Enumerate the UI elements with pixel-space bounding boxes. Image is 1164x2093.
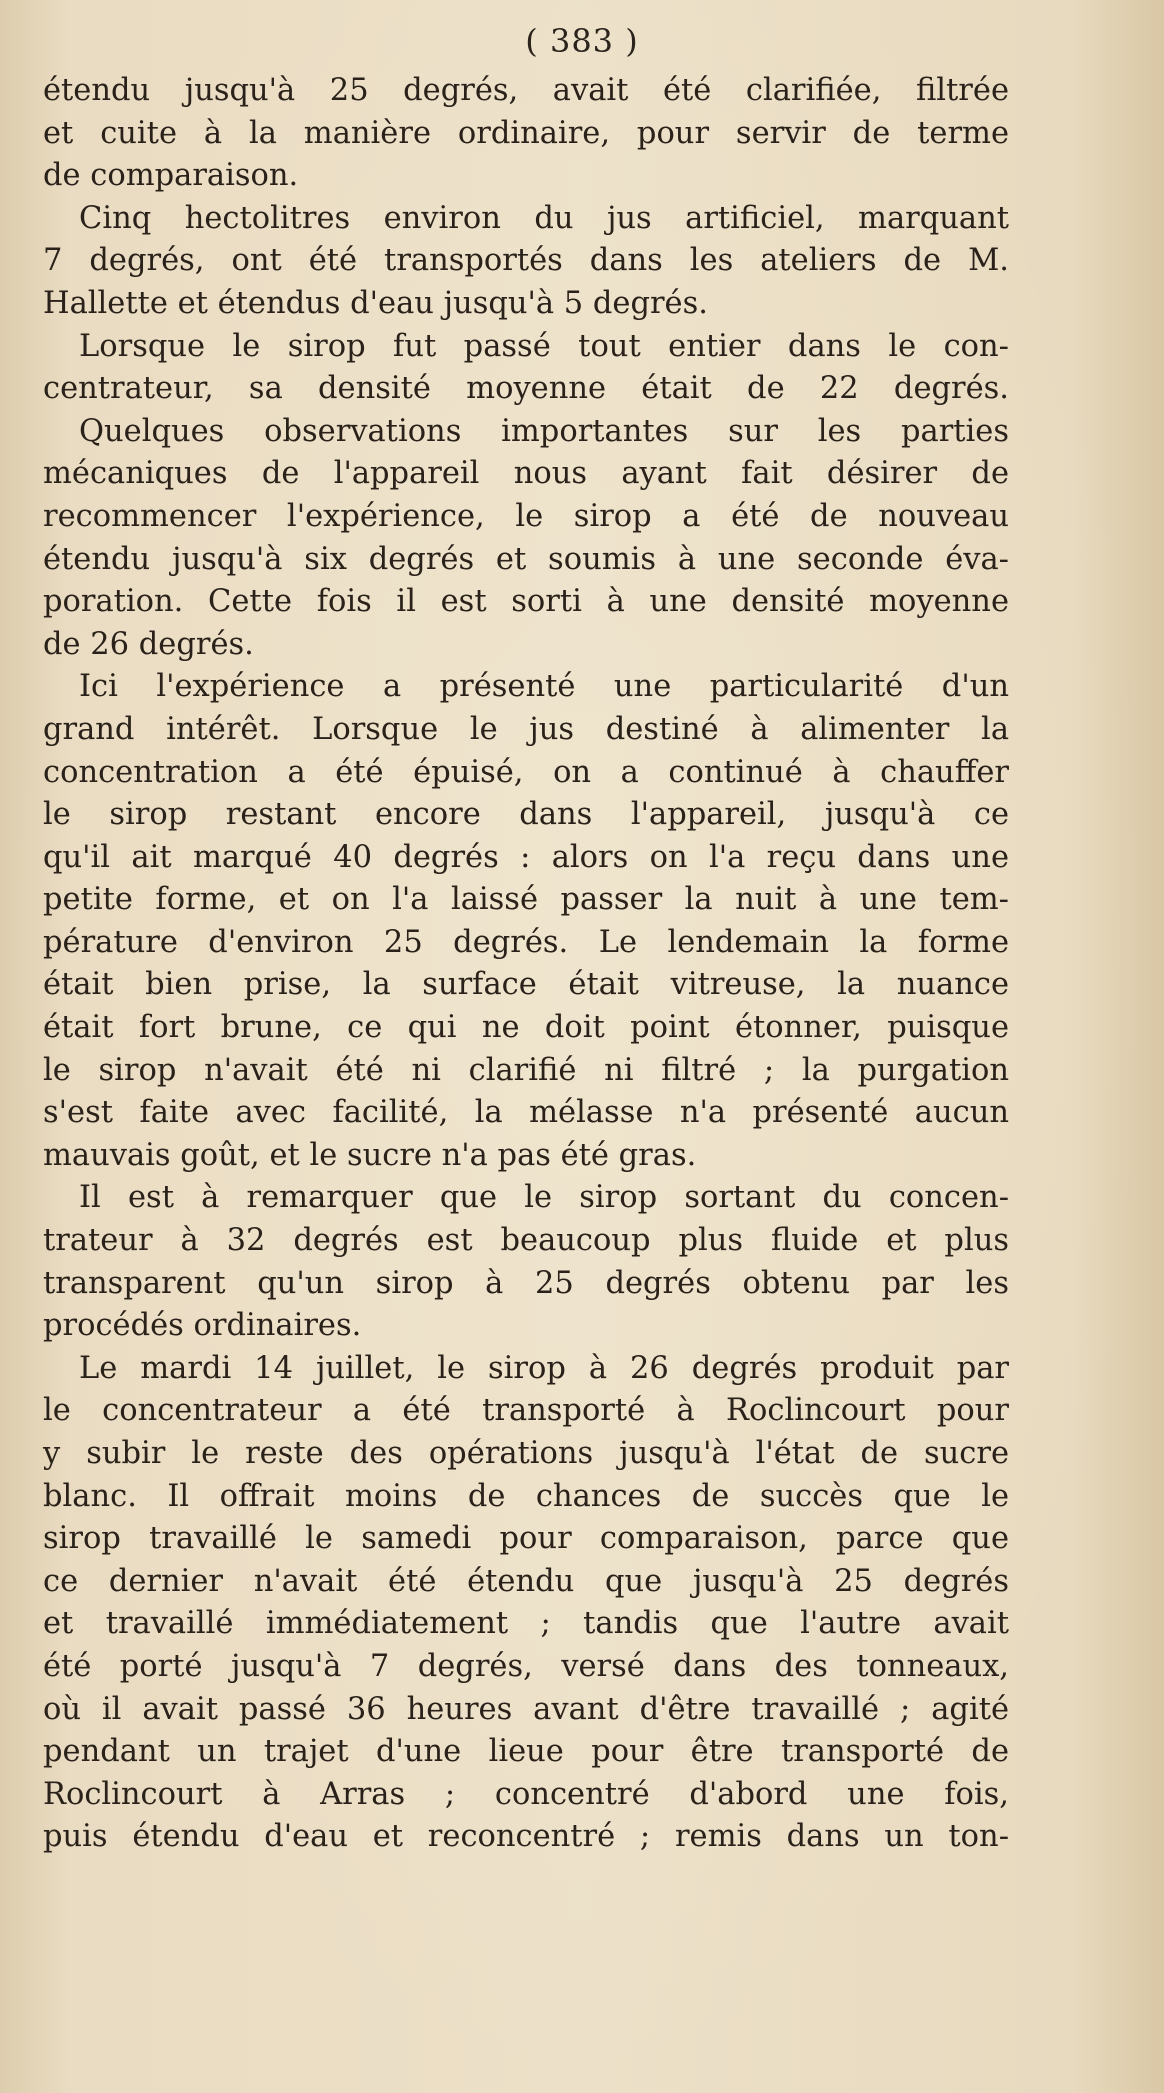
text-line: Ici l'expérience a présenté une particularité d'un [79, 669, 1009, 705]
paragraph [43, 326, 1009, 411]
text-line: y subir le reste des opérations jusqu'à l'état de sucre [43, 1436, 1009, 1471]
text-line: blanc. Il offrait moins de chances de succès que le [43, 1478, 1009, 1514]
text-line: qu'il ait marqué 40 degrés : alors on l'a reçu dans une [43, 839, 1009, 875]
paragraph [43, 198, 1009, 326]
text-line: Hallette et étendus d'eau jusqu'à 5 degrés. [43, 285, 708, 321]
text-line: concentration a été épuisé, on a continué à chauffer [43, 754, 1009, 790]
text-line: étendu jusqu'à 25 degrés, avait été clarifiée, filtrée [43, 73, 1009, 108]
paragraph [43, 666, 1009, 1177]
text-line: pérature d'environ 25 degrés. Le lendemain la forme [43, 924, 1009, 960]
text-line: Le mardi 14 juillet, le sirop à 26 degrés produit par [79, 1350, 1009, 1386]
text-line: le concentrateur a été transporté à Roclincourt pour [43, 1393, 1009, 1429]
paragraph [43, 1348, 1009, 1859]
text-line: s'est faite avec facilité, la mélasse n'a présenté aucun [43, 1095, 1009, 1131]
text-line: Roclincourt à Arras ; concentré d'abord une fois, [43, 1776, 1009, 1812]
body-text [43, 70, 1009, 1859]
page-number: ( 383 ) [525, 22, 639, 60]
text-line: Cinq hectolitres environ du jus artificiel, marquant [79, 200, 1009, 236]
text-line: était bien prise, la surface était vitreuse, la nuance [43, 967, 1009, 1003]
text-line: puis étendu d'eau et reconcentré ; remis dans un ton- [43, 1819, 1009, 1855]
text-line: mécaniques de l'appareil nous ayant fait désirer de [43, 456, 1009, 492]
paragraph [43, 1177, 1009, 1347]
text-line: recommencer l'expérience, le sirop a été de nouveau [43, 498, 1009, 534]
text-line: mauvais goût, et le sucre n'a pas été gras. [43, 1137, 697, 1173]
text-line: était fort brune, ce qui ne doit point étonner, puisque [43, 1010, 1009, 1046]
paragraph [43, 70, 1009, 198]
text-line: transparent qu'un sirop à 25 degrés obtenu par les [43, 1265, 1009, 1301]
text-line: pendant un trajet d'une lieue pour être transporté de [43, 1734, 1009, 1770]
text-line: 7 degrés, ont été transportés dans les ateliers de M. [43, 243, 1009, 279]
text-line: Quelques observations importantes sur les parties [79, 413, 1009, 449]
text-line: de comparaison. [43, 158, 299, 194]
text-line: où il avait passé 36 heures avant d'être travaillé ; agité [43, 1691, 1009, 1727]
text-line: le sirop restant encore dans l'appareil, jusqu'à ce [43, 797, 1009, 833]
text-line: et travaillé immédiatement ; tandis que l'autre avait [43, 1606, 1009, 1642]
text-line: le sirop n'avait été ni clarifié ni filtré ; la purgation [43, 1052, 1009, 1088]
paragraph [43, 411, 1009, 667]
text-line: Il est à remarquer que le sirop sortant du concen- [79, 1180, 1009, 1216]
text-line: de 26 degrés. [43, 626, 254, 662]
text-line: centrateur, sa densité moyenne était de 22 degrés. [43, 371, 1009, 407]
text-line: Lorsque le sirop fut passé tout entier dans le con- [79, 328, 1009, 364]
text-line: petite forme, et on l'a laissé passer la nuit à une tem- [43, 882, 1009, 918]
text-line: procédés ordinaires. [43, 1308, 362, 1344]
text-line: étendu jusqu'à six degrés et soumis à une seconde éva- [43, 541, 1009, 577]
text-line: été porté jusqu'à 7 degrés, versé dans des tonneaux, [43, 1648, 1009, 1684]
text-line: poration. Cette fois il est sorti à une densité moyenne [43, 584, 1009, 620]
text-line: grand intérêt. Lorsque le jus destiné à alimenter la [43, 711, 1009, 747]
text-line: trateur à 32 degrés est beaucoup plus fluide et plus [43, 1223, 1009, 1259]
text-line: sirop travaillé le samedi pour comparaison, parce que [43, 1521, 1009, 1557]
text-line: ce dernier n'avait été étendu que jusqu'à 25 degrés [43, 1563, 1009, 1599]
text-line: et cuite à la manière ordinaire, pour servir de terme [43, 115, 1009, 151]
